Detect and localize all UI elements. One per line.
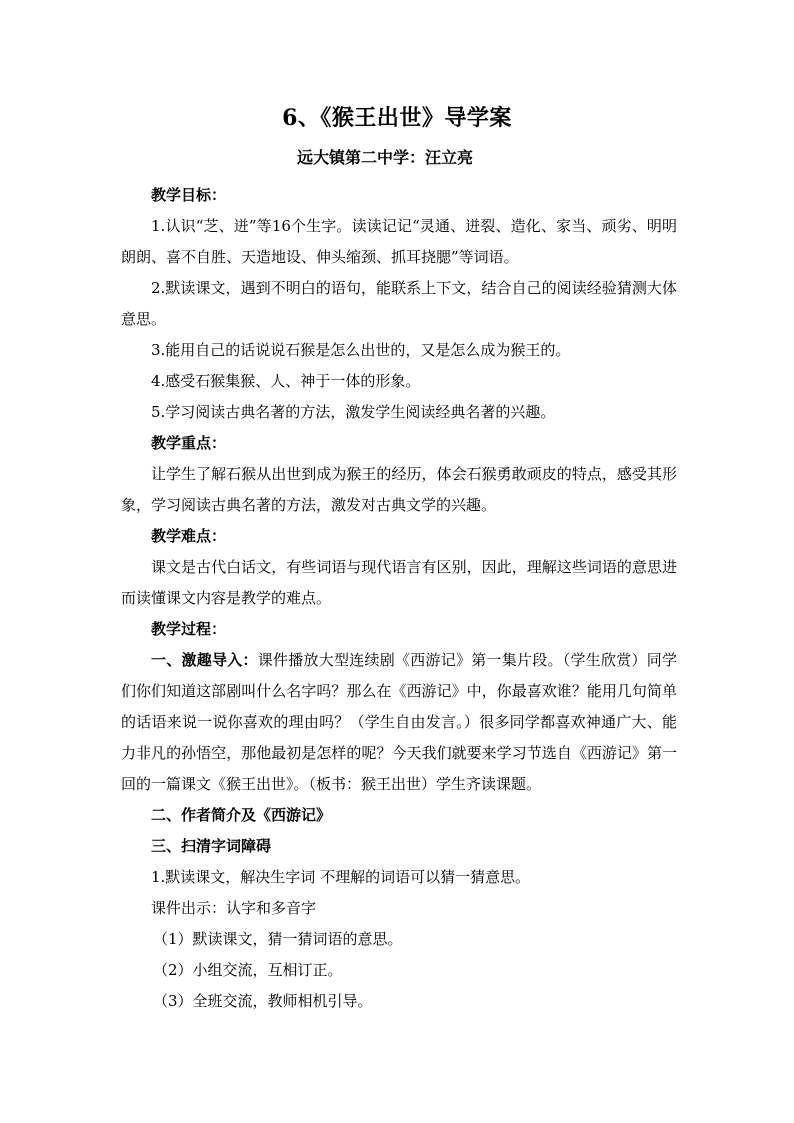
goal-item: 1.认识“芝、迸”等16个生字。读读记记“灵通、迸裂、造化、家当、顽劣、明明朗朗、喜不自胜、天造地设、伸头缩颈、抓耳挠腮”等词语。	[121, 217, 677, 266]
step2-heading: 二、作者简介及《西游记》	[151, 806, 332, 824]
step3-heading: 三、扫清字词障碍	[151, 837, 272, 855]
goal-item: 5.学习阅读古典名著的方法，激发学生阅读经典名著的兴趣。	[151, 403, 556, 421]
author-line: 远大镇第二中学：汪立亮	[296, 148, 473, 167]
difficulty-text: 课文是古代白话文，有些词语与现代语言有区别，因此，理解这些词语的意思进而读懂课文内容是教学的难点。	[121, 558, 677, 607]
goal-item: 4.感受石猴集猴、人、神于一体的形象。	[151, 372, 421, 390]
step3-item: 1.默读课文，解决生字词 不理解的词语可以猜一猜意思。	[151, 868, 531, 886]
goal-item: 3.能用自己的话说说石猴是怎么出世的，又是怎么成为猴王的。	[151, 341, 571, 359]
document-body	[121, 180, 677, 1017]
process-heading: 教学过程：	[151, 620, 227, 638]
key-text: 让学生了解石猴从出世到成为猴王的经历，体会石猴勇敢顽皮的特点，感受其形象，学习阅读古典名著的方法，激发对古典文学的兴趣。	[121, 465, 677, 514]
step1-paragraph	[121, 645, 677, 800]
step3-subitem: （3）全班交流，教师相机引导。	[153, 992, 373, 1010]
step1-heading: 一、激趣导入：	[151, 651, 258, 669]
goals-heading: 教学目标：	[151, 186, 227, 204]
key-heading: 教学重点：	[151, 434, 227, 452]
step3-subitem: （2）小组交流，互相订正。	[153, 961, 343, 979]
step1-text: 课件播放大型连续剧《西游记》第一集片段。（学生欣赏）同学们你们知道这部剧叫什么名字吗？那么在《西游记》中，你最喜欢谁？能用几句简单的话语来说一说你喜欢的理由吗？（学生自由发言。）很多同学都喜欢神通广大、能力非凡的孙悟空，那他最初是怎样的呢？今天我们就要来学习节选自《西游记》第一回的一篇课文《猴王出世》。（板书：猴王出世）学生齐读课题。	[121, 651, 677, 793]
step3-courseware: 课件出示：认字和多音字	[151, 899, 317, 917]
goal-item: 2.默读课文，遇到不明白的语句，能联系上下文，结合自己的阅读经验猜测大体意思。	[121, 279, 677, 328]
page-title: 6、《猴王出世》导学案	[282, 105, 512, 131]
step3-subitem: （1）默读课文，猜一猜词语的意思。	[153, 930, 403, 948]
difficulty-heading: 教学难点：	[151, 527, 227, 545]
